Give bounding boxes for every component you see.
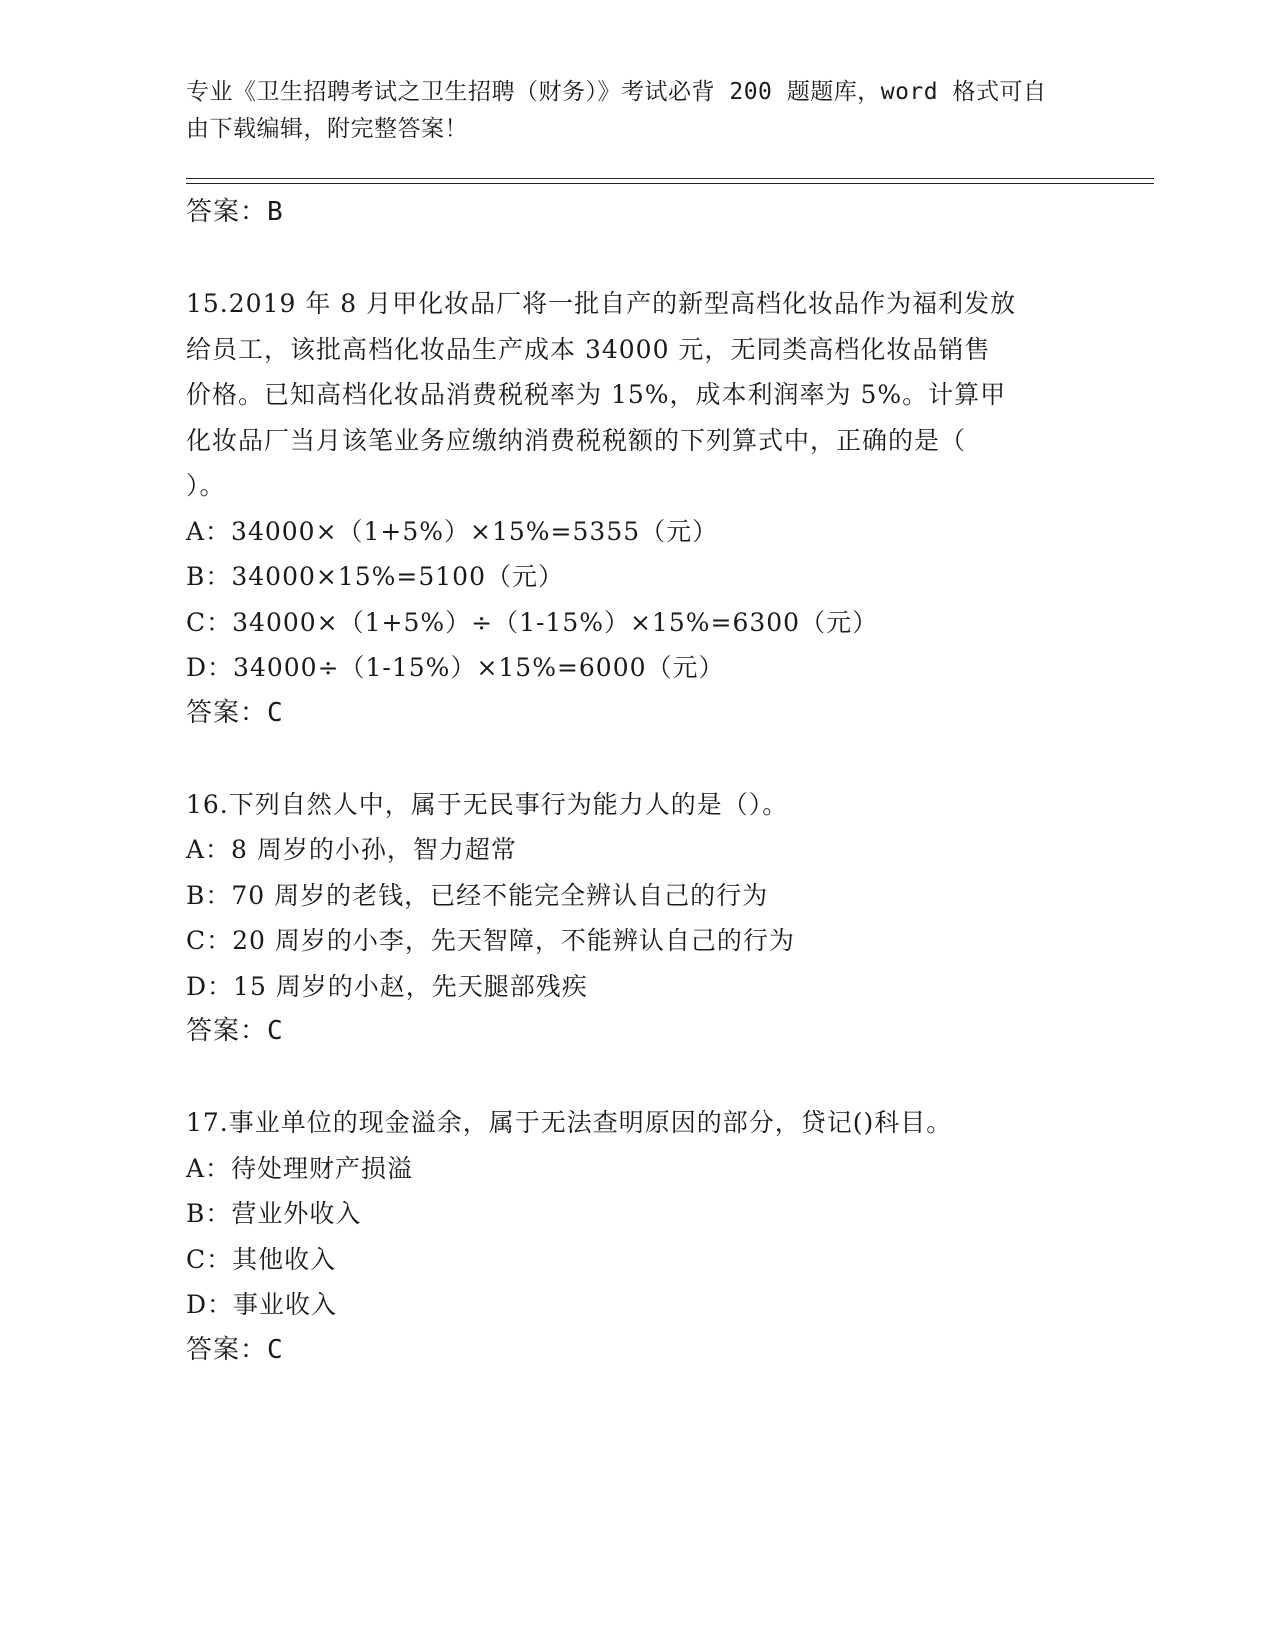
header-rule-top xyxy=(186,178,1154,179)
question-stem-line: 给员工，该批高档化妆品生产成本 34000 元，无同类高档化妆品销售 xyxy=(186,334,991,364)
spacer xyxy=(186,236,1086,282)
answer-label: 答案：C xyxy=(186,1334,284,1365)
option-a: A：34000×（1+5%）×15%=5355（元） xyxy=(186,516,719,546)
option-d: D：15 周岁的小赵，先天腿部残疾 xyxy=(186,971,588,1001)
option-a: A：待处理财产损溢 xyxy=(186,1153,414,1183)
question-stem-line: 价格。已知高档化妆品消费税税率为 15%，成本利润率为 5%。计算甲 xyxy=(186,380,1007,409)
option-c: C：20 周岁的小李，先天智障，不能辨认自己的行为 xyxy=(186,926,795,955)
spacer xyxy=(186,1055,1086,1101)
question-stem-line: ）。 xyxy=(186,471,226,500)
answer-label: 答案：C xyxy=(186,697,284,728)
spacer xyxy=(186,736,1086,782)
document-header xyxy=(186,74,1086,148)
question-stem-line: 16.下列自然人中，属于无民事行为能力人的是（）。 xyxy=(186,789,789,819)
question-stem-line: 15.2019 年 8 月甲化妆品厂将一批自产的新型高档化妆品作为福利发放 xyxy=(186,289,1017,318)
option-c: C：34000×（1+5%）÷（1-15%）×15%=6300（元） xyxy=(186,607,879,637)
question-stem-line: 化妆品厂当月该笔业务应缴纳消费税税额的下列算式中，正确的是（ xyxy=(186,425,967,455)
question-stem-line: 17.事业单位的现金溢余，属于无法查明原因的部分，贷记()科目。 xyxy=(186,1108,953,1137)
question-block-16 xyxy=(186,782,1086,1055)
question-block-15 xyxy=(186,281,1086,736)
previous-answer: 答案：B xyxy=(186,197,284,227)
header-line-2: 由下载编辑，附完整答案！ xyxy=(186,116,468,142)
option-b: B：34000×15%=5100（元） xyxy=(186,562,564,591)
option-d: D：34000÷（1-15%）×15%=6000（元） xyxy=(186,653,725,682)
option-d: D：事业收入 xyxy=(186,1290,338,1319)
answer-label: 答案：C xyxy=(186,1016,284,1046)
option-b: B：营业外收入 xyxy=(186,1199,362,1228)
option-c: C：其他收入 xyxy=(186,1244,337,1274)
option-a: A：8 周岁的小孙，智力超常 xyxy=(186,835,517,864)
questions-content xyxy=(186,190,1086,1373)
header-rule-bottom xyxy=(186,183,1154,184)
header-line-1: 专业《卫生招聘考试之卫生招聘（财务）》考试必背 200 题题库，word 格式可自 xyxy=(186,79,1047,105)
question-block-17 xyxy=(186,1100,1086,1373)
option-b: B：70 周岁的老钱，已经不能完全辨认自己的行为 xyxy=(186,880,769,910)
